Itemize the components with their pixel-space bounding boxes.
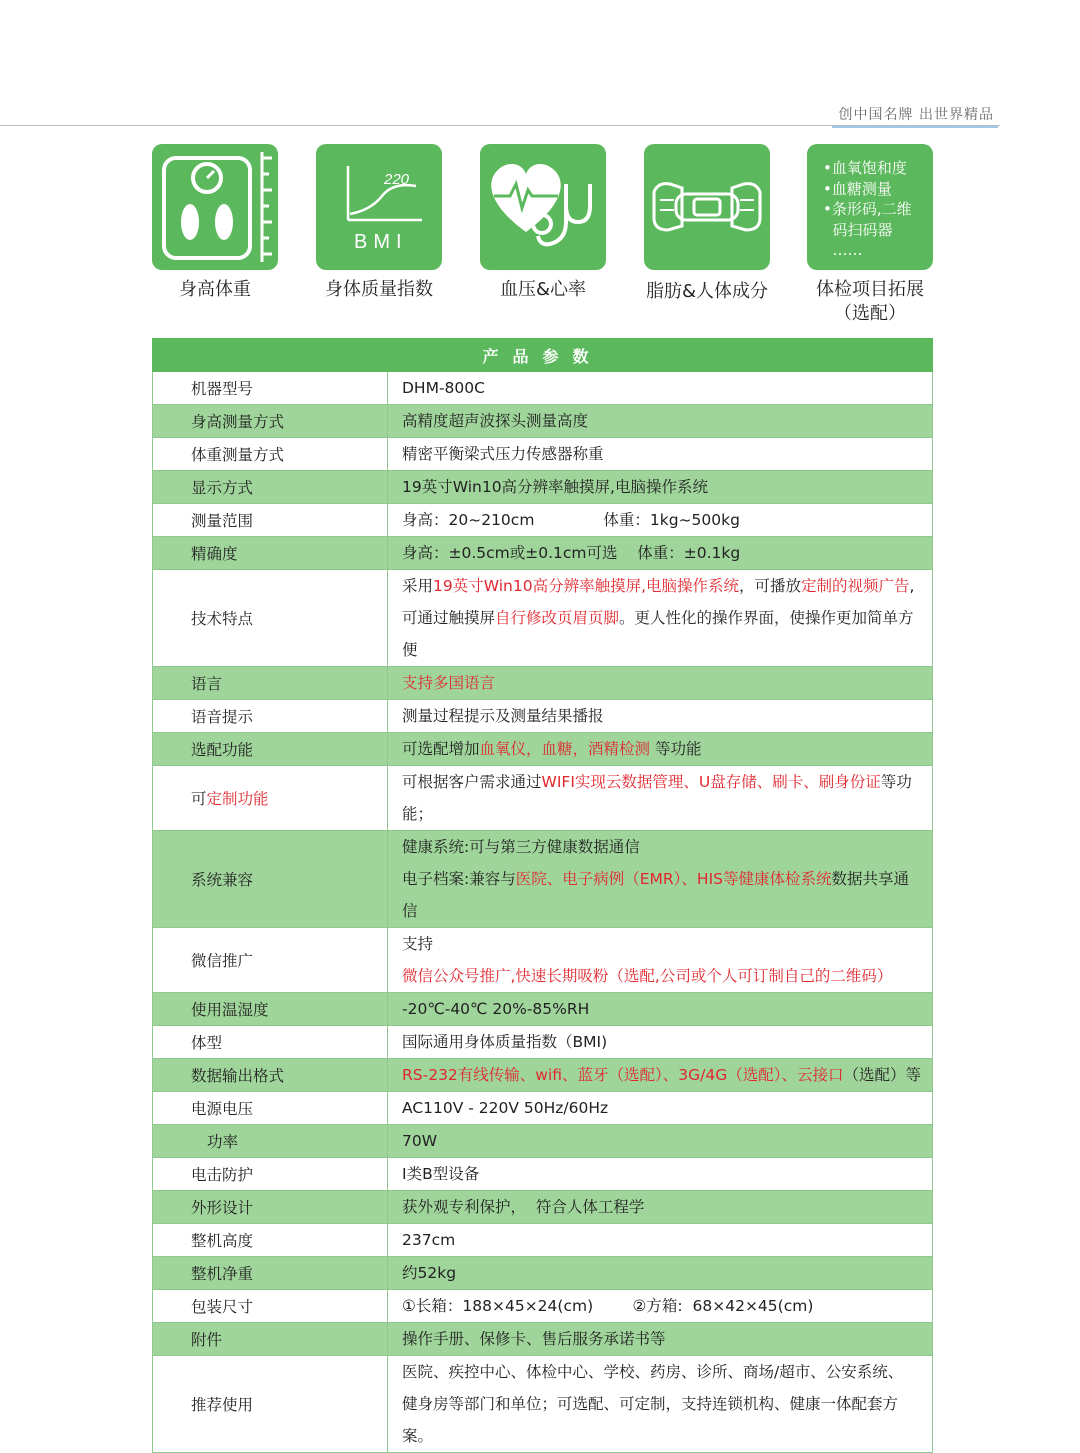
param-key: 使用温湿度 <box>153 993 388 1026</box>
param-value: 身高：±0.5cm或±0.1cm可选 体重：±0.1kg <box>388 537 933 570</box>
table-row <box>153 700 933 733</box>
param-value: 可根据客户需求通过WIFI实现云数据管理、U盘存储、刷卡、刷身份证等功能； <box>388 766 933 831</box>
bmi-chart-value: 220 <box>384 171 410 188</box>
param-value: 精密平衡梁式压力传感器称重 <box>388 438 933 471</box>
param-key: 外形设计 <box>153 1191 388 1224</box>
table-row <box>153 1026 933 1059</box>
feature-label-body-fat: 脂肪&人体成分 <box>645 281 769 302</box>
table-row <box>153 537 933 570</box>
param-key: 电源电压 <box>153 1092 388 1125</box>
param-key: 测量范围 <box>153 504 388 537</box>
param-key: 技术特点 <box>153 570 388 667</box>
table-row <box>153 1092 933 1125</box>
param-value: 健康系统:可与第三方健康数据通信 电子档案:兼容与医院、电子病例（EMR）、HIS等健康体检系统数据共享通信 <box>388 831 933 928</box>
param-value: 国际通用身体质量指数（BMI) <box>388 1026 933 1059</box>
param-value: 高精度超声波探头测量高度 <box>388 405 933 438</box>
table-row <box>153 1125 933 1158</box>
table-row <box>153 1323 933 1356</box>
param-key: 整机高度 <box>153 1224 388 1257</box>
param-value: 可选配增加血氧仪，血糖，酒精检测 等功能 <box>388 733 933 766</box>
param-key: 附件 <box>153 1323 388 1356</box>
param-value: I类B型设备 <box>388 1158 933 1191</box>
table-row <box>153 1059 933 1092</box>
param-key: 功率 <box>153 1125 388 1158</box>
table-row <box>153 928 933 993</box>
product-params-table <box>152 338 933 1453</box>
table-row <box>153 471 933 504</box>
table-title: 产品参数 <box>153 339 933 372</box>
param-key: 推荐使用 <box>153 1356 388 1453</box>
table-row <box>153 1356 933 1453</box>
feature-label-expansion: 体检项目拓展 <box>816 279 924 300</box>
param-value: DHM-800C <box>388 372 933 405</box>
feature-label-height-weight: 身高体重 <box>179 279 251 300</box>
table-row <box>153 993 933 1026</box>
slogan-underline <box>832 126 998 128</box>
param-key: 整机净重 <box>153 1257 388 1290</box>
feature-label-expansion-optional: （选配） <box>834 303 906 324</box>
expansion-bullets: •血氧饱和度 •血糖测量 •条形码,二维 码扫码器 …… <box>823 159 912 259</box>
param-key: 数据输出格式 <box>153 1059 388 1092</box>
param-value: 支持多国语言 <box>388 667 933 700</box>
param-key: 可定制功能 <box>153 766 388 831</box>
param-key: 系统兼容 <box>153 831 388 928</box>
param-key: 机器型号 <box>153 372 388 405</box>
brand-slogan: 创中国名牌 出世界精品 <box>838 107 994 123</box>
table-row <box>153 570 933 667</box>
feature-label-blood-pressure: 血压&心率 <box>499 279 587 300</box>
param-value: -20℃-40℃ 20%-85%RH <box>388 993 933 1026</box>
param-value: 采用19英寸Win10高分辨率触摸屏,电脑操作系统，可播放定制的视频广告, 可通过触摸屏自行修改页眉页脚。更人性化的操作界面，使操作更加简单方便 <box>388 570 933 667</box>
param-key: 语音提示 <box>153 700 388 733</box>
param-value: 237cm <box>388 1224 933 1257</box>
param-key: 精确度 <box>153 537 388 570</box>
param-value: 医院、疾控中心、体检中心、学校、药房、诊所、商场/超市、公安系统、 健身房等部门和单位；可选配、可定制，支持连锁机构、健康一体配套方案。 <box>388 1356 933 1453</box>
table-row <box>153 504 933 537</box>
param-value: 约52kg <box>388 1257 933 1290</box>
param-key: 显示方式 <box>153 471 388 504</box>
param-value: 获外观专利保护， 符合人体工程学 <box>388 1191 933 1224</box>
param-key: 包装尺寸 <box>153 1290 388 1323</box>
param-key: 体型 <box>153 1026 388 1059</box>
table-row <box>153 766 933 831</box>
table-row <box>153 372 933 405</box>
table-row <box>153 1257 933 1290</box>
table-row <box>153 1290 933 1323</box>
bmi-chart-icon <box>316 144 442 270</box>
param-value: 测量过程提示及测量结果播报 <box>388 700 933 733</box>
scale-icon <box>152 144 278 270</box>
heart-stethoscope-icon <box>480 144 606 270</box>
table-row <box>153 405 933 438</box>
feature-label-bmi: 身体质量指数 <box>325 279 433 300</box>
param-value: RS-232有线传输、wifi、蓝牙（选配）、3G/4G（选配）、云接口（选配）等 <box>388 1059 933 1092</box>
table-row <box>153 831 933 928</box>
param-key: 语言 <box>153 667 388 700</box>
param-key: 身高测量方式 <box>153 405 388 438</box>
param-key: 体重测量方式 <box>153 438 388 471</box>
expansion-list-icon <box>807 144 933 270</box>
param-value: 支持微信公众号推广,快速长期吸粉（选配,公司或个人可订制自己的二维码） <box>388 928 933 993</box>
param-value: AC110V - 220V 50Hz/60Hz <box>388 1092 933 1125</box>
param-key: 电击防护 <box>153 1158 388 1191</box>
param-key: 微信推广 <box>153 928 388 993</box>
table-row <box>153 1224 933 1257</box>
table-row <box>153 1191 933 1224</box>
table-row <box>153 438 933 471</box>
param-value: 操作手册、保修卡、售后服务承诺书等 <box>388 1323 933 1356</box>
bmi-chart-text: BMI <box>354 231 408 253</box>
param-value: 身高：20~210cm 体重：1kg~500kg <box>388 504 933 537</box>
param-value: 19英寸Win10高分辨率触摸屏,电脑操作系统 <box>388 471 933 504</box>
table-row <box>153 733 933 766</box>
table-row <box>153 667 933 700</box>
param-value: 70W <box>388 1125 933 1158</box>
table-row <box>153 1158 933 1191</box>
param-key: 选配功能 <box>153 733 388 766</box>
param-value: ①长箱：188×45×24(cm) ②方箱: 68×42×45(cm) <box>388 1290 933 1323</box>
handgrip-icon <box>644 144 770 270</box>
